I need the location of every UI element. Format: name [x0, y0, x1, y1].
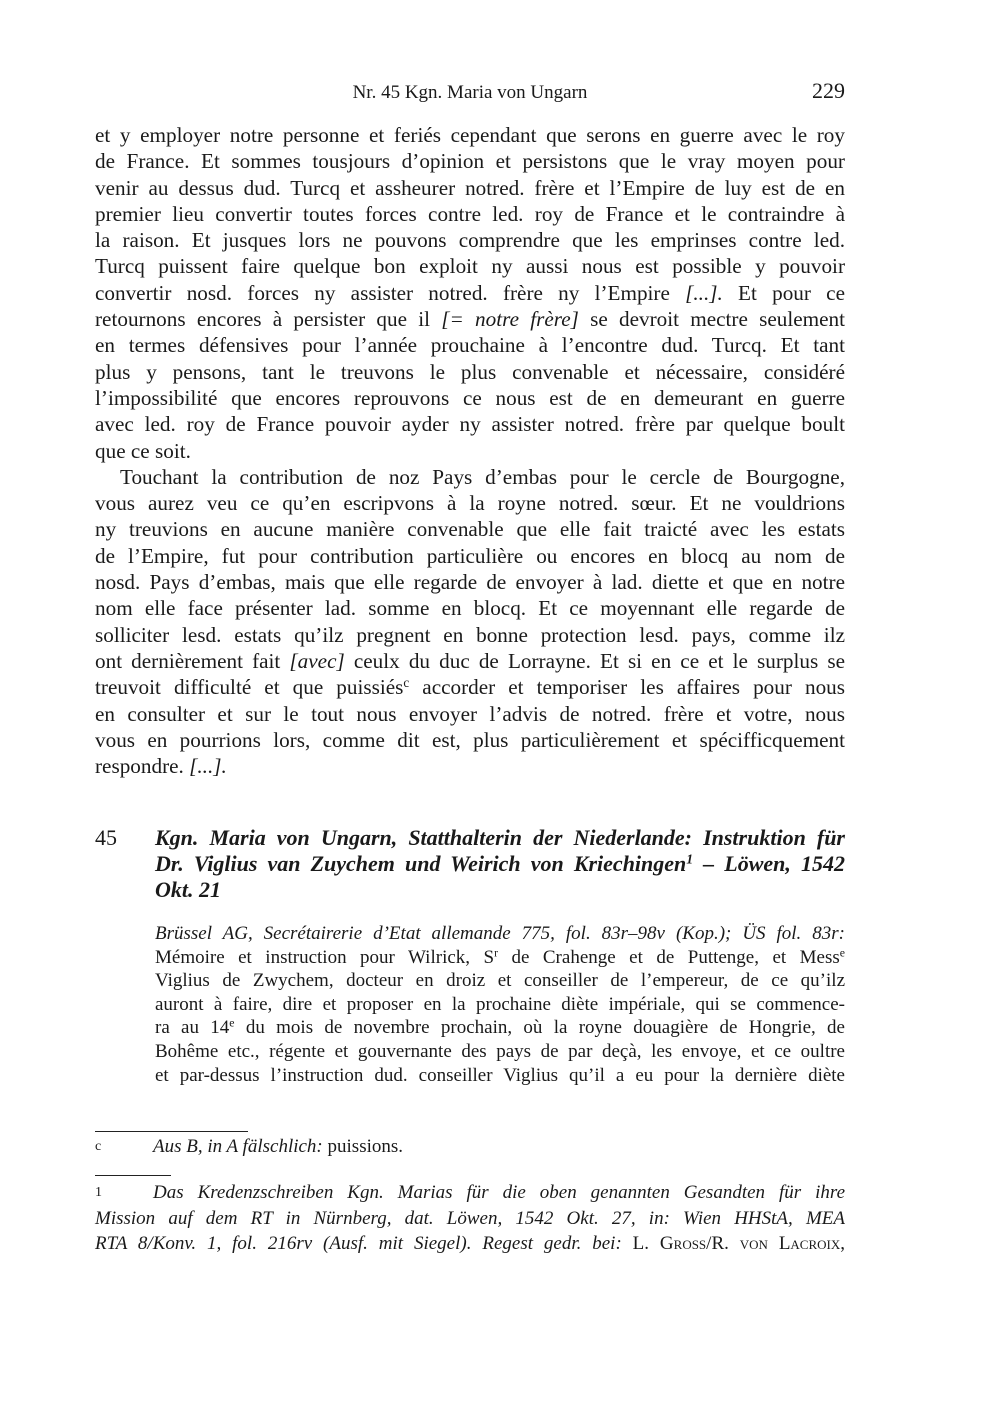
body-text	[95, 122, 845, 779]
superscript: r	[494, 946, 498, 960]
text-segment: respondre.	[95, 754, 190, 779]
text-line	[155, 922, 845, 946]
text-line	[95, 1180, 845, 1206]
text-segment: du mois de novembre prochain, où la royne douagière de Hongrie, de	[234, 1017, 845, 1039]
text-line	[155, 946, 845, 970]
text-segment: Kgn. Maria von Ungarn, Statthalterin der Niederlande: Instruktion für	[155, 825, 845, 850]
text-segment: /R.	[706, 1233, 740, 1254]
text-line	[95, 543, 845, 569]
text-segment: nom elle face présenter lad. somme en blocq. Et ce moyennant elle regarde de	[95, 596, 845, 621]
text-segment: Groß	[659, 1233, 707, 1254]
text-line	[95, 569, 845, 595]
text-line	[95, 438, 845, 464]
text-segment: treuvoit difficulté et que puissiés	[95, 675, 404, 700]
footnote-1	[95, 1180, 845, 1257]
text-line	[95, 385, 845, 411]
text-line	[95, 727, 845, 753]
text-line	[95, 1206, 845, 1232]
footnote-rule-commentary	[95, 1175, 171, 1176]
text-line	[155, 993, 845, 1017]
text-segment: [...].	[189, 754, 227, 779]
text-line	[95, 701, 845, 727]
text-segment: de l’Empire, fut pour contribution particulière ou encores en blocq au nom de	[95, 543, 845, 568]
text-line	[155, 1064, 845, 1088]
text-segment: ny treuvions en aucune manière convenable que elle fait traicté avec les estats	[95, 517, 845, 542]
text-segment: L.	[621, 1233, 660, 1254]
text-line	[95, 332, 845, 358]
text-segment: en termes défensives pour l’année prouchaine à l’encontre dud. Turcq. Et tant	[95, 333, 845, 358]
superscript: e	[229, 1016, 235, 1030]
text-line	[95, 253, 845, 279]
source-note	[155, 922, 845, 1087]
text-segment: Okt. 21	[155, 877, 221, 902]
text-segment: premier lieu convertir toutes forces contre led. roy de France et le contraindre à	[95, 201, 845, 226]
text-line	[95, 674, 845, 700]
text-segment: von Lacroix	[739, 1233, 841, 1254]
text-segment: Brüssel AG, Secrétairerie d’Etat allemande 775, fol. 83r–98v (Kop.); ÜS fol. 83r:	[155, 923, 845, 944]
document-number: 45	[95, 825, 117, 850]
text-segment: ont dernièrement fait	[95, 648, 290, 673]
text-segment: de Crahenge et de Puttenge, et Mess	[498, 946, 840, 968]
text-segment: [avec]	[289, 648, 345, 673]
text-segment: Aus B, in A fälschlich:	[153, 1136, 323, 1157]
text-line	[95, 648, 845, 674]
text-segment: avec led. roy de France pouvoir ayder ny assister notred. frère par quelque boult	[95, 412, 845, 437]
text-segment: ceulx du duc de Lorrayne. Et si en ce et le surplus se	[344, 648, 846, 673]
running-head-title: Nr. 45 Kgn. Maria von Ungarn	[352, 82, 588, 103]
text-segment: [...].	[685, 280, 723, 305]
text-line	[155, 1016, 845, 1040]
text-segment: de France. Et sommes tousjours d’opinion et persistons que le vray moyen pour	[95, 149, 845, 174]
text-line	[155, 969, 845, 993]
text-segment: retournons encores à persister que il	[95, 307, 442, 332]
text-segment: puissions.	[322, 1136, 404, 1157]
text-segment: venir au dessus dud. Turcq et assheurer notred. frère et l’Empire de luy est de en	[95, 175, 845, 200]
text-segment: [= notre frère]	[441, 307, 579, 332]
superscript: 1	[686, 851, 694, 867]
text-segment: et y employer notre personne et feriés cependant que serons en guerre avec le roy	[95, 123, 845, 147]
text-segment: Viglius de Zwychem, docteur en droiz et conseiller de l’empereur, de ce qu’ilz	[155, 970, 845, 992]
text-segment: nosd. Pays d’embas, mais que elle regarde de envoyer à lad. diette et que en notre	[95, 570, 845, 595]
text-line	[95, 359, 845, 385]
text-segment: auront à faire, dire et proposer en la prochaine diète impériale, qui se commence-	[155, 993, 845, 1015]
text-segment: ,	[840, 1233, 846, 1254]
text-segment: se devroit mectre seulement	[578, 307, 845, 332]
text-segment: Dr. Viglius van Zuychem und Weirich von Kriechingen	[155, 851, 687, 876]
text-segment: Mémoire et instruction pour Wilrick, S	[155, 946, 495, 968]
text-line	[95, 1231, 845, 1257]
text-line	[95, 464, 845, 490]
text-segment: l’impossibilité que encores reprouvons ce nous est de en demeurant en guerre	[95, 385, 845, 410]
text-segment: Mission auf dem RT in Nürnberg, dat. Löwen, 1542 Okt. 27, in: Wien HHStA, MEA	[95, 1207, 845, 1229]
text-line	[95, 306, 845, 332]
text-line	[95, 516, 845, 542]
text-segment: vous aurez veu ce qu’en escripvons à la royne notred. sœur. Et ne vouldrions	[95, 491, 845, 516]
text-line	[95, 411, 845, 437]
document-heading	[155, 825, 845, 903]
text-segment: accorder et temporiser les affaires pour nous	[409, 675, 845, 700]
text-line	[155, 1040, 845, 1064]
text-segment: ra au 14	[155, 1017, 230, 1039]
text-segment: – Löwen, 1542	[693, 851, 845, 876]
text-segment: Et pour ce	[722, 280, 845, 305]
footnote-marker: c	[95, 1139, 102, 1154]
superscript: c	[403, 675, 410, 691]
text-line	[95, 490, 845, 516]
text-segment: que ce soit.	[95, 438, 191, 463]
text-line	[95, 280, 845, 306]
text-line	[95, 595, 845, 621]
text-line	[95, 201, 845, 227]
footnote-c	[95, 1134, 845, 1159]
text-line	[95, 622, 845, 648]
footnote-rule-critical	[95, 1131, 248, 1132]
text-segment: vous en pourrions lors, comme dit est, plus particulièrement et spécifficquement	[95, 727, 845, 752]
text-line	[95, 175, 845, 201]
page-number: 229	[812, 78, 845, 103]
text-line	[95, 1134, 845, 1159]
text-line	[155, 851, 845, 877]
text-line	[95, 753, 845, 779]
text-line	[95, 122, 845, 148]
text-segment: en consulter et sur le tout nous envoyer l’advis de notred. frère et votre, nous	[95, 701, 845, 726]
text-segment: RTA 8/Konv. 1, fol. 216rv (Ausf. mit Siegel). Regest gedr. bei:	[95, 1233, 622, 1254]
text-line	[155, 877, 845, 903]
text-segment: convertir nosd. forces ny assister notred. frère ny l’Empire	[95, 280, 686, 305]
text-line	[95, 227, 845, 253]
text-segment: Bohême etc., régente et gouvernante des pays de par deçà, les envoye, et ce oultre	[155, 1040, 845, 1062]
text-line	[155, 825, 845, 851]
text-line	[95, 148, 845, 174]
running-head	[95, 80, 845, 106]
text-segment: solliciter lesd. estats qu’ilz pregnent en bonne protection lesd. pays, comme ilz	[95, 622, 845, 647]
text-segment: la raison. Et jusques lors ne pouvons comprendre que les emprinses contre led.	[95, 228, 845, 253]
text-segment: plus y pensons, tant le treuvons le plus convenable et nécessaire, considéré	[95, 359, 845, 384]
superscript: e	[839, 946, 845, 960]
footnote-marker: 1	[95, 1185, 102, 1200]
text-segment: Das Kredenzschreiben Kgn. Marias für die oben genannten Gesandten für ihre	[153, 1182, 845, 1203]
text-segment: Turcq puissent faire quelque bon exploit ny aussi nous est possible y pouvoir	[95, 254, 845, 279]
text-segment: Touchant la contribution de noz Pays d’embas pour le cercle de Bourgogne,	[120, 464, 845, 489]
text-segment: et par-dessus l’instruction dud. conseiller Viglius qu’il a eu pour la dernière diète	[155, 1064, 845, 1086]
